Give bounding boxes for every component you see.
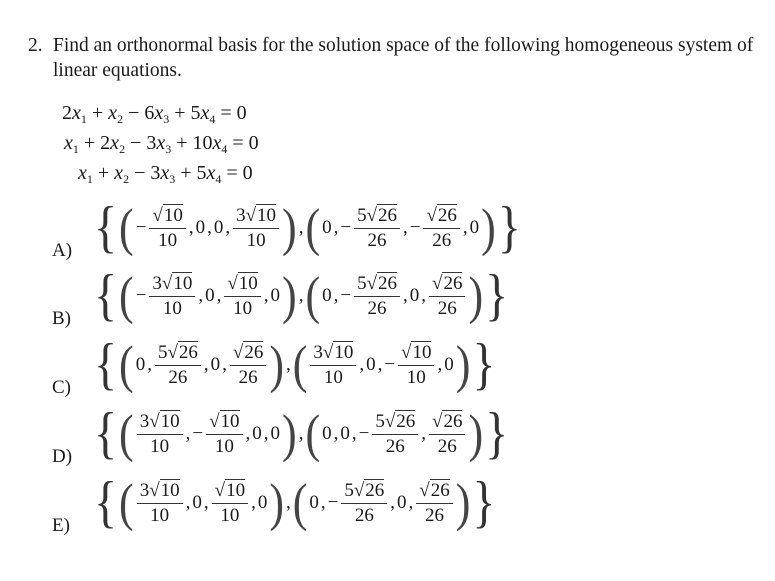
fraction: $\frac{5√26}{26}$ <box>372 411 418 458</box>
fraction: $\frac{3√10}{10}$ <box>310 342 356 389</box>
fraction: $\frac{3√10}{10}$ <box>137 480 183 527</box>
fraction: $\frac{3√10}{10}$ <box>233 205 279 252</box>
vector-set: { ( 0 , $\frac{5√26}{26}$ , 0 , $\frac{√26}{26}$ ) , ( $\frac{3√10}{10}$ , 0 , − $\frac{√10}{10}$ , 0 ) } <box>94 332 496 397</box>
fraction: $\frac{√26}{26}$ <box>429 273 465 320</box>
option-label: E) <box>52 515 70 536</box>
vector-set: { ( $\frac{3√10}{10}$ , − $\frac{√10}{10}$ , 0 , 0 ) , ( 0 , 0 , − $\frac{5√26}{26}$ , $\frac{√26}{26}$ ) } <box>94 401 509 466</box>
option-label: C) <box>52 377 71 398</box>
fraction: $\frac{5√26}{26}$ <box>354 273 400 320</box>
fraction: $\frac{√10}{10}$ <box>224 273 260 320</box>
fraction: $\frac{√10}{10}$ <box>212 480 248 527</box>
question-text: Find an orthonormal basis for the solution space of the following homogeneous system of linear equations. <box>53 35 754 81</box>
vector-set: { ( − $\frac{3√10}{10}$ , 0 , $\frac{√10}{10}$ , 0 ) , ( 0 , − $\frac{5√26}{26}$ , 0 , $\frac{√26}{26}$ ) } <box>94 263 509 328</box>
vector-set: { ( $\frac{3√10}{10}$ , 0 , $\frac{√10}{10}$ , 0 ) , ( 0 , − $\frac{5√26}{26}$ , 0 , $\frac{√26}{26}$ ) } <box>94 470 496 535</box>
option-e[interactable] <box>0 470 775 541</box>
option-label: B) <box>52 308 71 329</box>
fraction: $\frac{3√10}{10}$ <box>149 273 195 320</box>
option-a[interactable] <box>0 195 775 266</box>
fraction: $\frac{√10}{10}$ <box>206 411 242 458</box>
option-c[interactable] <box>0 332 775 403</box>
fraction: $\frac{3√10}{10}$ <box>137 411 183 458</box>
question-number: 2. <box>28 35 43 56</box>
option-label: D) <box>52 446 73 467</box>
fraction: $\frac{5√26}{26}$ <box>354 205 400 252</box>
fraction: $\frac{5√26}{26}$ <box>341 480 387 527</box>
fraction: $\frac{√26}{26}$ <box>429 411 465 458</box>
option-b[interactable] <box>0 263 775 334</box>
equation-3: $x_1 + x_2 - 3x_3 + 5x_4 = 0$ <box>78 162 253 186</box>
fraction: $\frac{√10}{10}$ <box>398 342 434 389</box>
fraction: $\frac{√10}{10}$ <box>149 205 185 252</box>
fraction: $\frac{√26}{26}$ <box>230 342 266 389</box>
vector-set: { ( − $\frac{√10}{10}$ , 0 , 0 , $\frac{3√10}{10}$ ) , ( 0 , − $\frac{5√26}{26}$ , − $\frac{√26}{26}$ , 0 ) } <box>94 195 521 260</box>
option-d[interactable] <box>0 401 775 472</box>
fraction: $\frac{5√26}{26}$ <box>155 342 201 389</box>
equation-2: $x_1 + 2x_2 - 3x_3 + 10x_4 = 0$ <box>64 132 259 156</box>
equation-1: $2x_1 + x_2 - 6x_3 + 5x_4 = 0$ <box>62 102 247 126</box>
option-label: A) <box>52 240 73 261</box>
fraction: $\frac{√26}{26}$ <box>416 480 452 527</box>
fraction: $\frac{√26}{26}$ <box>423 205 459 252</box>
